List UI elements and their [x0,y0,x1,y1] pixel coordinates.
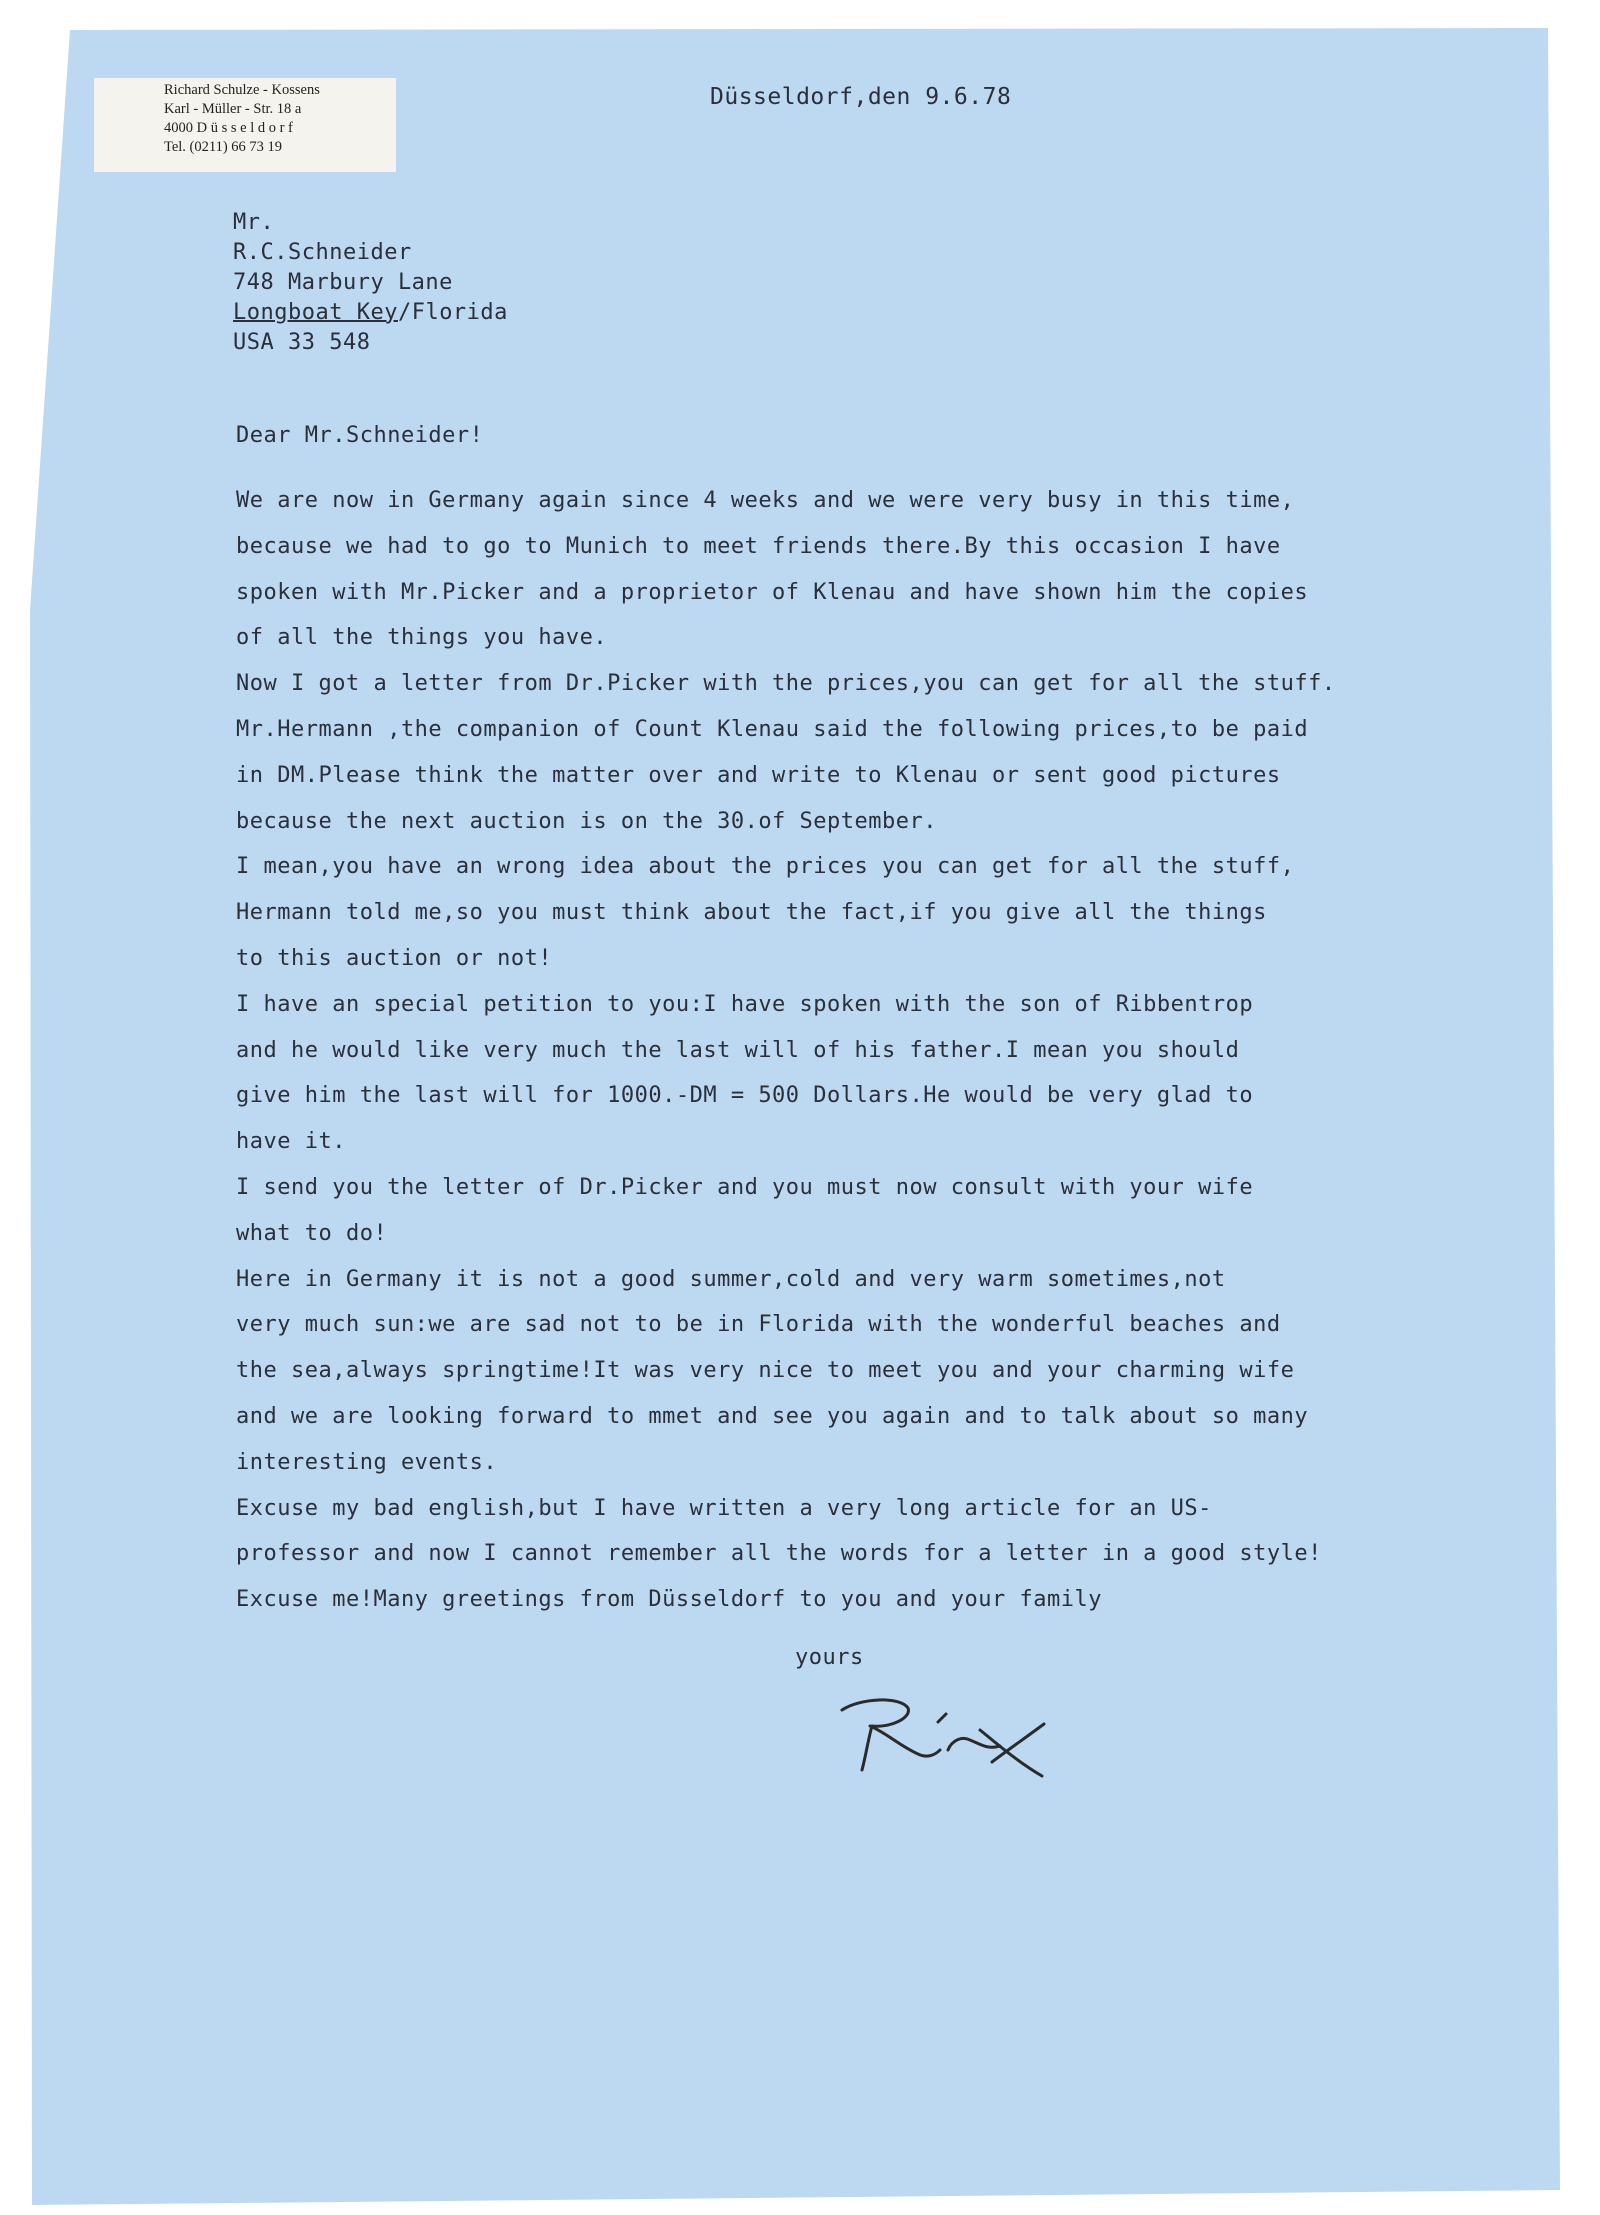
recipient-country-zip: USA 33 548 [233,330,371,355]
sender-street: Karl - Müller - Str. 18 a [164,101,302,117]
body-line: and we are looking forward to mmet and see you again and to talk about so many [236,1403,1309,1429]
body-line: because we had to go to Munich to meet friends there.By this occasion I have [236,533,1281,559]
body-line: Here in Germany it is not a good summer,cold and very warm sometimes,not [236,1266,1226,1292]
body-line: professor and now I cannot remember all the words for a letter in a good style! [236,1541,1322,1567]
salutation: Dear Mr.Schneider! [236,423,484,448]
letter-body [236,478,1336,1623]
body-line: very much sun:we are sad not to be in Florida with the wonderful beaches and [236,1312,1281,1338]
letter-date: Düsseldorf,den 9.6.78 [710,84,1012,110]
recipient-state: /Florida [397,300,508,325]
body-line: I send you the letter of Dr.Picker and you must now consult with your wife [236,1174,1254,1200]
body-line: Hermann told me,so you must think about the fact,if you give all the things [236,900,1267,926]
body-line: what to do! [236,1220,388,1246]
recipient-street: 748 Marbury Lane [233,270,453,295]
body-line: because the next auction is on the 30.of September. [236,808,938,834]
body-line: I mean,you have an wrong idea about the prices you can get for all the stuff, [236,854,1295,880]
sender-address-label [94,78,396,172]
sender-city: 4000 D ü s s e l d o r f [164,120,293,136]
closing: yours [795,1645,864,1670]
body-line: spoken with Mr.Picker and a proprietor of Klenau and have shown him the copies [236,579,1309,605]
body-line: Excuse me!Many greetings from Düsseldorf to you and your family [236,1587,1102,1613]
body-line: have it. [236,1129,346,1155]
sender-phone: Tel. (0211) 66 73 19 [164,139,283,155]
sender-name: Richard Schulze - Kossens [164,82,320,98]
body-line: Now I got a letter from Dr.Picker with the prices,you can get for all the stuff. [236,671,1336,697]
recipient-name: R.C.Schneider [233,240,412,265]
recipient-city-line [233,298,508,328]
body-line: Excuse my bad english,but I have written a very long article for an US- [236,1495,1212,1521]
recipient-address [233,208,508,358]
body-line: I have an special petition to you:I have spoken with the son of Ribbentrop [236,991,1254,1017]
body-line: to this auction or not! [236,945,553,971]
body-line: We are now in Germany again since 4 weeks and we were very busy in this time, [236,488,1295,513]
body-line: Mr.Hermann ,the companion of Count Klenau said the following prices,to be paid [236,716,1309,742]
recipient-city: Longboat Key [233,300,398,325]
recipient-title: Mr. [233,210,275,235]
body-line: give him the last will for 1000.-DM = 500 Dollars.He would be very glad to [236,1083,1254,1109]
body-line: of all the things you have. [236,625,608,651]
body-line: interesting events. [236,1449,498,1475]
body-line: and he would like very much the last will of his father.I mean you should [236,1037,1240,1063]
signature-icon [830,1680,1060,1800]
body-line: in DM.Please think the matter over and write to Klenau or sent good pictures [236,762,1281,788]
body-line: the sea,always springtime!It was very nice to meet you and your charming wife [236,1358,1295,1384]
